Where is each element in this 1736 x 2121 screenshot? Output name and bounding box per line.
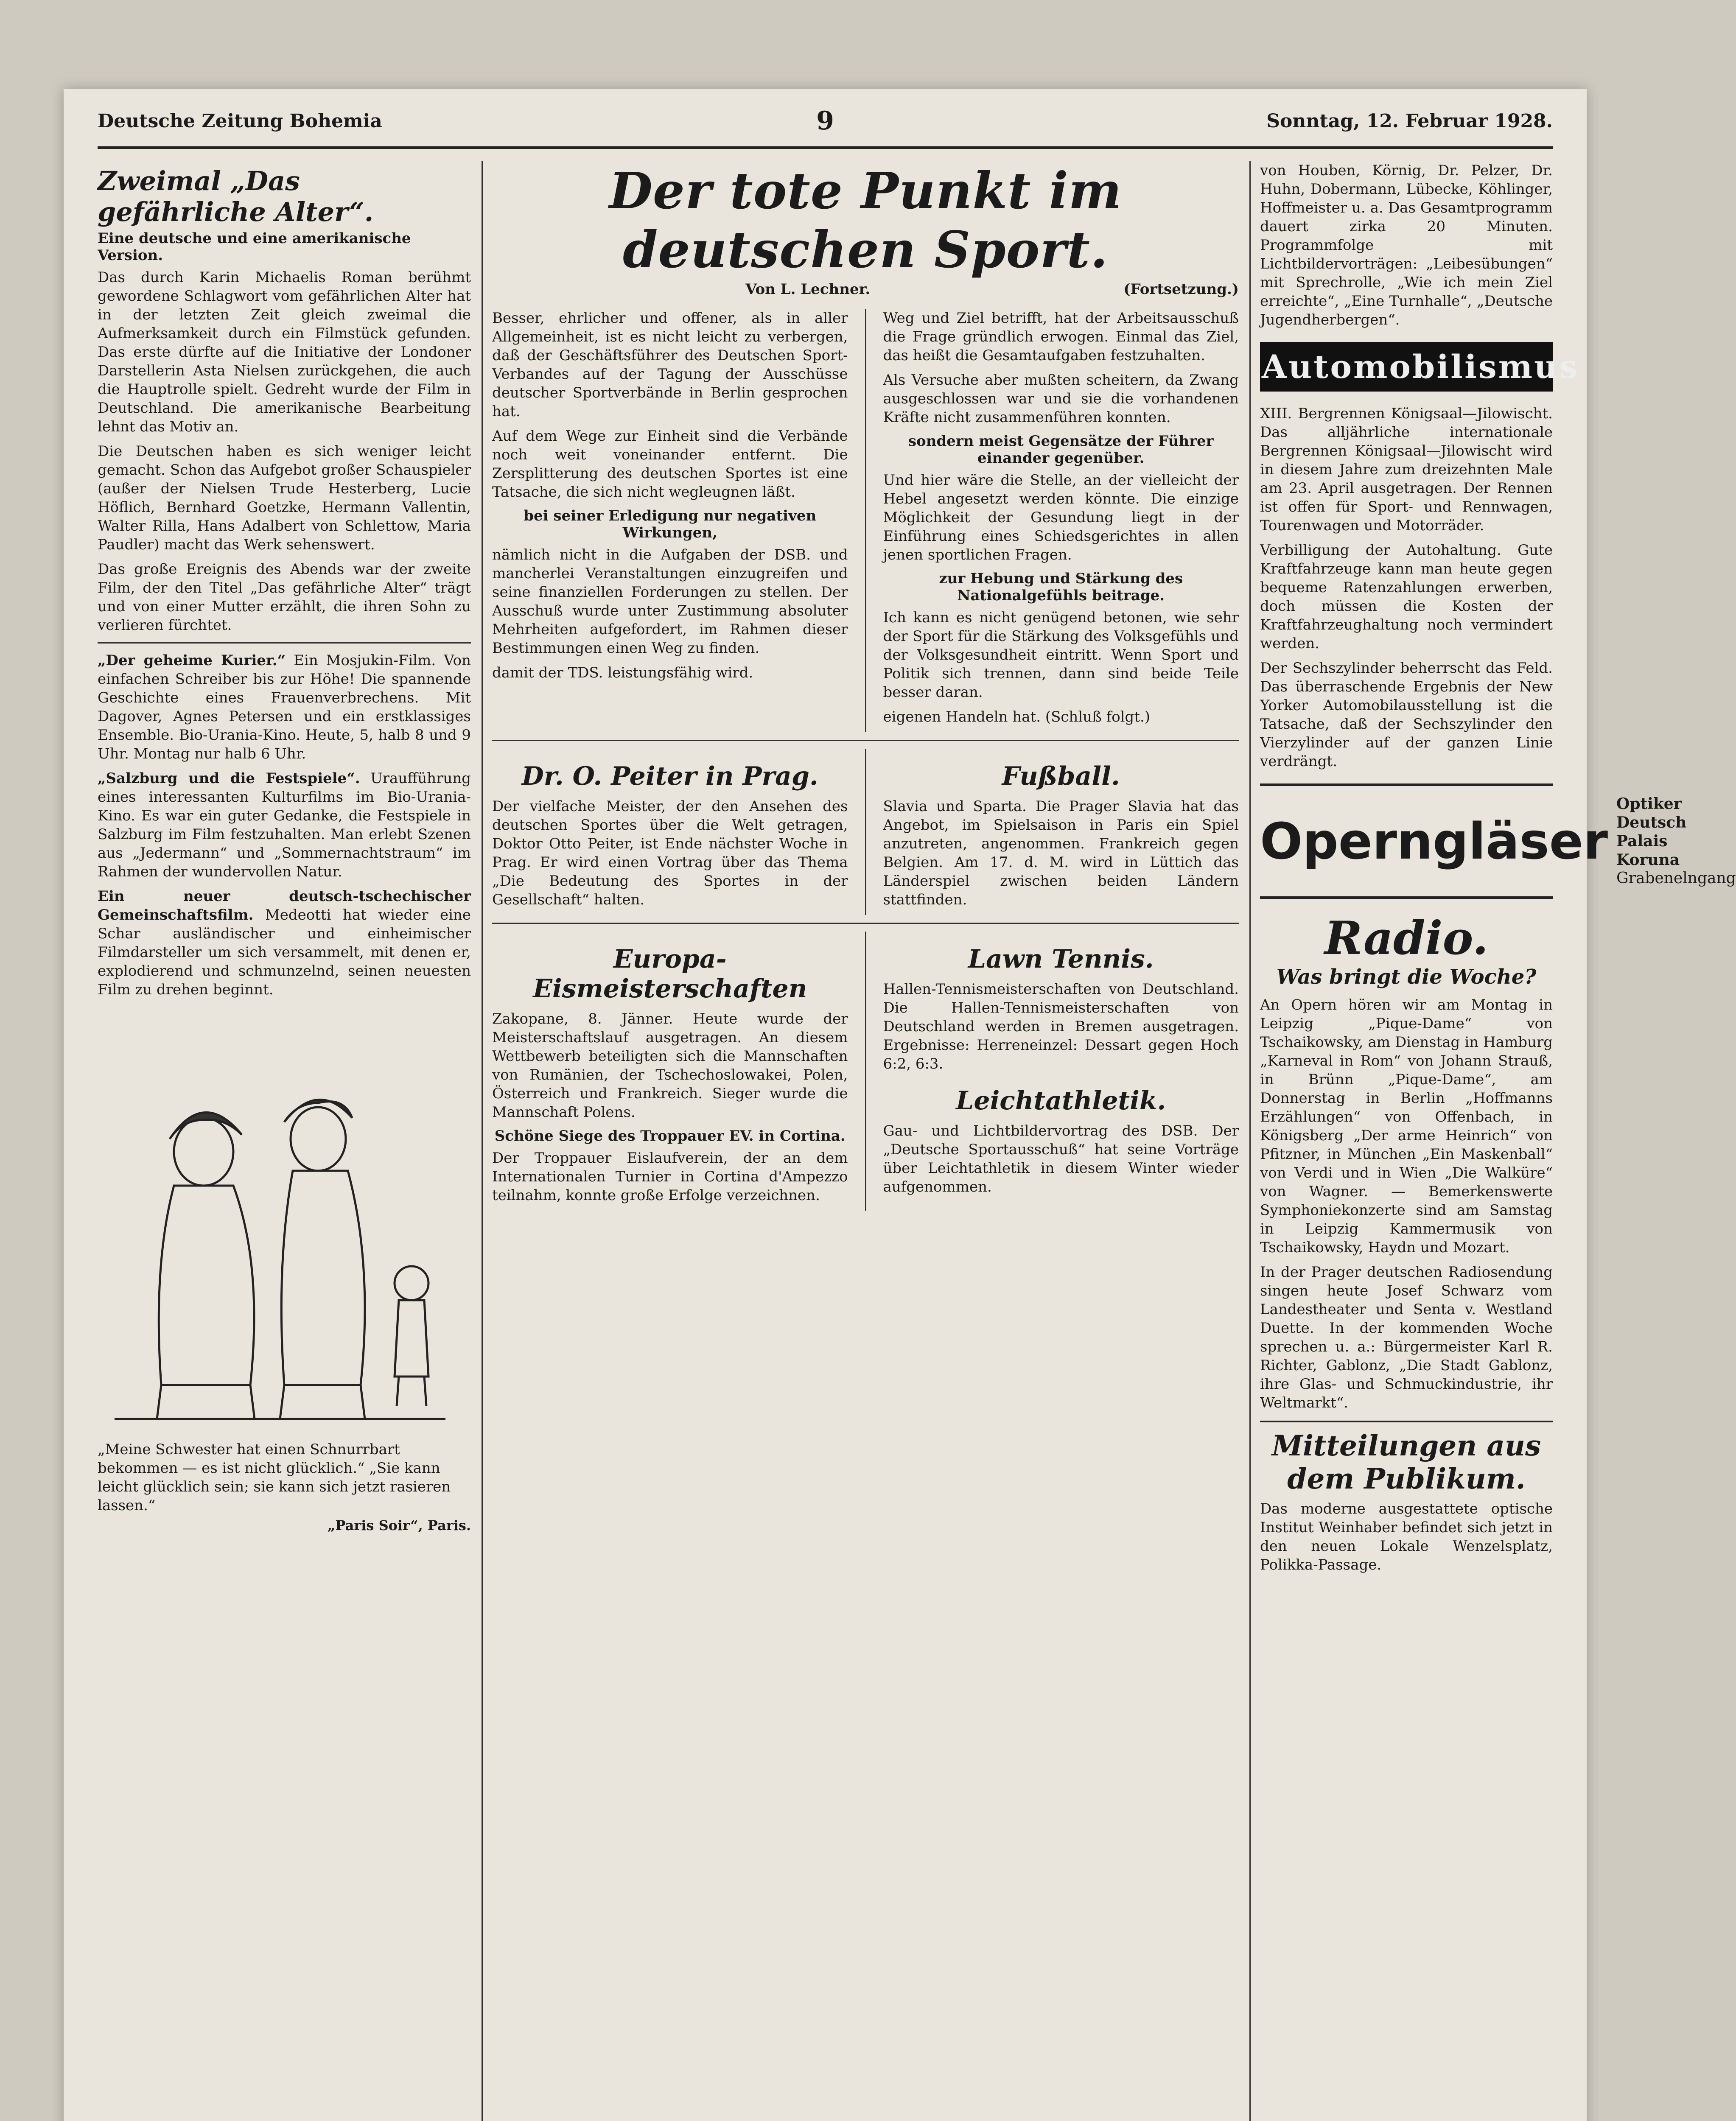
column-rule	[482, 161, 483, 2121]
notice-title: Ein neuer deutsch-tschechischer Gemeinschaftsfilm.	[98, 888, 471, 923]
paragraph: Ich kann es nicht genügend betonen, wie sehr der Sport für die Stärkung des Volksgefühls und der Volksgesundheit eintritt. Wenn Sport und Politik sich trennen, dann sind beide Teile besser daran.	[883, 609, 1239, 701]
paragraph: Verbilligung der Autohaltung. Gute Kraftfahrzeuge kann man heute gegen bequeme Ratenzahlungen erwerben, doch müssen die Kosten der Kraftfahrzeughaltung noch vermindert werden.	[1260, 542, 1553, 652]
ad-line: Optiker Deutsch	[1616, 795, 1687, 831]
divider	[98, 642, 471, 644]
cartoon-source: „Paris Soir“, Paris.	[328, 1517, 471, 1533]
paragraph: von Houben, Körnig, Dr. Pelzer, Dr. Huhn, Dobermann, Lübecke, Köhlinger, Hoffmeister u. a. Das Gesamtprogramm dauert zirka 20 Minuten. Programmfolge mit Lichtbildervorträgen: „Leibesübungen“ mit Sprechrolle, „Wie ich mein Ziel erreichte“, „Eine Turnhalle“, „Deutsche Jugendherbergen“.	[1260, 162, 1553, 328]
paragraph: Das durch Karin Michaelis Roman berühmt gewordene Schlagwort vom gefährlichen Alter hat in der letzten Zeit gleich zweimal die Aufmerksamkeit durch ein Filmstück gefunden. Das erste dürfte auf die Initiative der Londoner Darstellerin Asta Nielsen zurückgehen, die auch die Hauptrolle spielt. Gedreht wurde der Film in Deutschland. Die amerikanische Bearbeitung lehnt das Motiv an.	[98, 269, 471, 435]
column-radio-auto	[1260, 161, 1736, 2121]
cartoon-drawing	[98, 1012, 462, 1436]
eis-column	[492, 932, 848, 1211]
fussball-column	[883, 749, 1239, 915]
page-header	[98, 106, 1553, 144]
notice-title: „Salzburg und die Festspiele“.	[98, 770, 360, 787]
section-title-mitteilungen: Mitteilungen aus dem Publikum.	[1260, 1421, 1553, 1495]
film-notice-salzburg	[98, 769, 471, 881]
paragraph: Weg und Ziel betrifft, hat der Arbeitsausschuß die Frage gründlich erwogen. Einmal das Ziel, das heißt die Gesamtaufgaben festzuhalten.	[883, 310, 1239, 364]
advertisement-operngläser	[1260, 783, 1736, 899]
sport-subcolumn-right	[883, 309, 1239, 732]
paragraph: Und hier wäre die Stelle, an der vielleicht der Hebel angesetzt werden könnte. Die einzige Möglichkeit der Gesundung liegt in der Einführung eines Schiedsgerichtes in allen jenen sportlichen Fragen.	[883, 472, 1239, 563]
cartoon-illustration	[98, 1012, 471, 1436]
notice-title: „Der geheime Kurier.“	[98, 652, 286, 669]
tennis-column	[883, 932, 1239, 1211]
paragraph: Das moderne ausgestattete optische Institut Weinhaber befindet sich jetzt in den neuen Lokale Wenzelsplatz, Polikka-Passage.	[1260, 1500, 1553, 1573]
paragraph: Hallen-Tennismeisterschaften von Deutschland. Die Hallen-Tennismeisterschaften von Deutschland werden in Bremen ausgetragen. Ergebnisse: Herreneinzel: Dessart gegen Hoch 6:2, 6:3.	[883, 981, 1239, 1072]
notice-text: Ein Mosjukin-Film. Von einfachen Schreiber bis zur Höhe! Die spannende Geschichte eines Frauenverbrechens. Mit Dagover, Agnes Petersen und ein erstklassiges Ensemble. Bio-Urania-Kino. Heute, 5, halb 8 und 9 Uhr. Montag nur halb 6 Uhr.	[98, 652, 471, 762]
paragraph: An Opern hören wir am Montag in Leipzig „Pique-Dame“ von Tschaikowsky, am Dienstag in Hamburg „Karneval in Rom“ von Johann Strauß, in Brünn „Pique-Dame“, am Donnerstag in Berlin „Hoffmanns Erzählungen“ von Offenbach, in Königsberg „Der arme Heinrich“ von Pfitzner, in München „Ein Maskenball“ von Verdi und in Wien „Die Walküre“ von Wagner. — Bemerkenswerte Symphoniekonzerte sind am Samstag in Leipzig Kammermusik von Tschaikowsky, Haydn und Mozart.	[1260, 996, 1553, 1256]
paragraph: Slavia und Sparta. Die Prager Slavia hat das Angebot, im Spielsaison in Paris ein Spiel anzutreten, angenommen. Frankreich gegen Belgien. Am 17. d. M. wird in Lüttich das Länderspiel zwischen beiden Ländern stattfinden.	[883, 798, 1239, 908]
subhead: Schöne Siege des Troppauer EV. in Cortina.	[494, 1128, 846, 1144]
header-page-number: 9	[816, 106, 834, 136]
section-title-tennis: Lawn Tennis.	[968, 944, 1154, 974]
article-title-sport: Der tote Punkt im deutschen Sport.	[609, 161, 1122, 279]
paragraph: Das große Ereignis des Abends war der zweite Film, der den Titel „Das gefährliche Alter“ trägt und von einer Mutter erzählt, die ihren Sohn zu verlieren fürchtet.	[98, 561, 471, 634]
article-subtitle-alter: Eine deutsche und eine amerikanische Version.	[98, 230, 411, 264]
paragraph: Als Versuche aber mußten scheitern, da Zwang ausgeschlossen war und sie die vorhandenen Kräfte nicht zusammenführen konnten.	[883, 372, 1239, 426]
paragraph: In der Prager deutschen Radiosendung singen heute Josef Schwarz vom Landestheater und Senta v. Westland Duette. In der kommenden Woche sprechen u. a.: Bürgermeister Karl R. Richter, Gablonz, „Die Stadt Gablonz, ihre Glas- und Schmuckindustrie, ihr Weltmarkt“.	[1260, 1264, 1553, 1411]
ad-line: Palais Koruna	[1616, 832, 1680, 869]
header-rule	[98, 146, 1553, 149]
notice-text: Uraufführung eines interessanten Kulturfilms im Bio-Urania-Kino. Es war ein guter Gedanke, die Festspiele in Salzburg im Film festzuhalten. Man erlebt Szenen aus „Jedermann“ und „Sommernachtstraum“ im Rahmen der wundervollen Natur.	[98, 770, 471, 880]
article-title-peiter: Dr. O. Peiter in Prag.	[521, 761, 818, 791]
divider	[492, 740, 1239, 741]
paragraph: Zakopane, 8. Jänner. Heute wurde der Meisterschaftslauf ausgetragen. An diesem Wettbewerb beteiligten sich die Mannschaften von Rumänien, der Tschechoslowakei, Polen, Österreich und Frankreich. Sieger wurde die Mannschaft Polens.	[492, 1010, 848, 1121]
subhead: zur Hebung und Stärkung des Nationalgefühls beitrage.	[939, 570, 1183, 604]
film-notice-kurier	[98, 651, 471, 763]
header-date: Sonntag, 12. Februar 1928.	[1266, 110, 1553, 132]
paragraph: Der Sechszylinder beherrscht das Feld. Das überraschende Ergebnis der New Yorker Automobilausstellung ist die Tatsache, daß der Sechszylinder den Vierzylinder auf der ganzen Linie verdrängt.	[1260, 660, 1553, 770]
section-title-fussball: Fußball.	[1002, 761, 1120, 791]
paragraph: Die Deutschen haben es sich weniger leicht gemacht. Schon das Aufgebot großer Schauspieler (außer der Nielsen Trude Hesterberg, Lucie Höflich, Bernhard Goetzke, Hermann Vallentin, Walter Rilla, Hans Adalbert von Schlettow, Maria Paudler) macht das Werk sehenswert.	[98, 443, 471, 553]
column-sport	[492, 161, 1239, 2121]
section-title-radio: Radio.	[1324, 912, 1489, 965]
paragraph: Auf dem Wege zur Einheit sind die Verbände noch weit voneinander entfernt. Die Zersplitterung des deutschen Sportes ist eine Tatsache, die sich nicht wegleugnen läßt.	[492, 428, 848, 501]
section-banner-automobilismus: Automobilismus	[1260, 342, 1553, 392]
subhead: sondern meist Gegensätze der Führer einander gegenüber.	[908, 433, 1214, 467]
subcolumn-rule	[865, 309, 866, 732]
paragraph: Der vielfache Meister, der den Ansehen des deutschen Sportes über die Welt getragen, Doktor Otto Peiter, ist Ende nächster Woche in Prag. Er wird einen Vortrag über das Thema „Die Bedeutung des Sportes in der Gesellschaft“ halten.	[492, 798, 848, 908]
article-author: Von L. Lechner.	[745, 281, 871, 298]
newspaper-page	[64, 89, 1736, 2121]
divider	[492, 923, 1239, 924]
paragraph: Besser, ehrlicher und offener, als in aller Allgemeinheit, ist es nicht leicht zu verbergen, daß der Geschäftsführer des Deutschen Sport-Verbandes auf der Tagung der Ausschüsse deutscher Sportverbände in Berlin gesprochen hat.	[492, 310, 848, 420]
notice-text: Medeotti hat wieder eine Schar ausländischer und einheimischer Filmdarsteller um sich versammelt, mit denen er, explodierend und schmunzelnd, seinen neuesten Film zu drehen beginnt.	[98, 907, 471, 998]
sport-subcolumn-left	[492, 309, 848, 732]
ad-headline: Operngläser	[1260, 812, 1608, 870]
section-subtitle-radio: Was bringt die Woche?	[1276, 965, 1537, 989]
ad-line: Grabenelngang	[1616, 870, 1736, 887]
column-rule	[1249, 161, 1251, 2121]
paragraph: Der Troppauer Eislaufverein, der an dem Internationalen Turnier in Cortina d'Ampezzo teilnahm, konnte große Erfolge verzeichnen.	[492, 1150, 848, 1204]
peiter-column	[492, 749, 848, 915]
paragraph: XIII. Bergrennen Königsaal—Jilowischt. Das alljährliche internationale Bergrennen Königsaal—Jilowischt wird in diesem Jahre zum dreizehnten Male am 23. April ausgetragen. Der Rennen ist offen für Sport- und Rennwagen, Tourenwagen und Motorräder.	[1260, 405, 1553, 534]
section-title-leichtathletik: Leichtathletik.	[956, 1086, 1166, 1116]
column-culture	[98, 161, 471, 2121]
paragraph: damit der TDS. leistungsfähig wird.	[492, 664, 753, 681]
article-title-europa: Europa-Eismeisterschaften	[533, 944, 807, 1004]
header-paper-name: Deutsche Zeitung Bohemia	[98, 110, 382, 132]
cartoon-caption: „Meine Schwester hat einen Schnurrbart bekommen — es ist nicht glücklich.“ „Sie kann leicht glücklich sein; sie kann sich jetzt rasieren lassen.“	[98, 1441, 451, 1514]
subcolumn-rule	[865, 932, 866, 1211]
paragraph: eigenen Handeln hat. (Schluß folgt.)	[883, 708, 1151, 725]
article-title-alter: Zweimal „Das gefährliche Alter“.	[98, 165, 374, 227]
subcolumn-rule	[865, 749, 866, 915]
film-notice-gemeinschaft	[98, 887, 471, 999]
article-continuation: (Fortsetzung.)	[1123, 281, 1239, 298]
paragraph: nämlich nicht in die Aufgaben der DSB. und mancherlei Veranstaltungen einzugreifen und seine finanziellen Forderungen zu stellen. Der Ausschuß wurde unter Zustimmung absoluter Mehrheiten aufgefordert, im Rahmen dieser Bestimmungen einen Weg zu finden.	[492, 546, 848, 657]
subhead: bei seiner Erledigung nur negativen Wirkungen,	[524, 507, 817, 541]
paragraph: Gau- und Lichtbildervortrag des DSB. Der „Deutsche Sportausschuß“ hat seine Vorträge über Leichtathletik in diesem Winter wieder aufgenommen.	[883, 1122, 1239, 1195]
